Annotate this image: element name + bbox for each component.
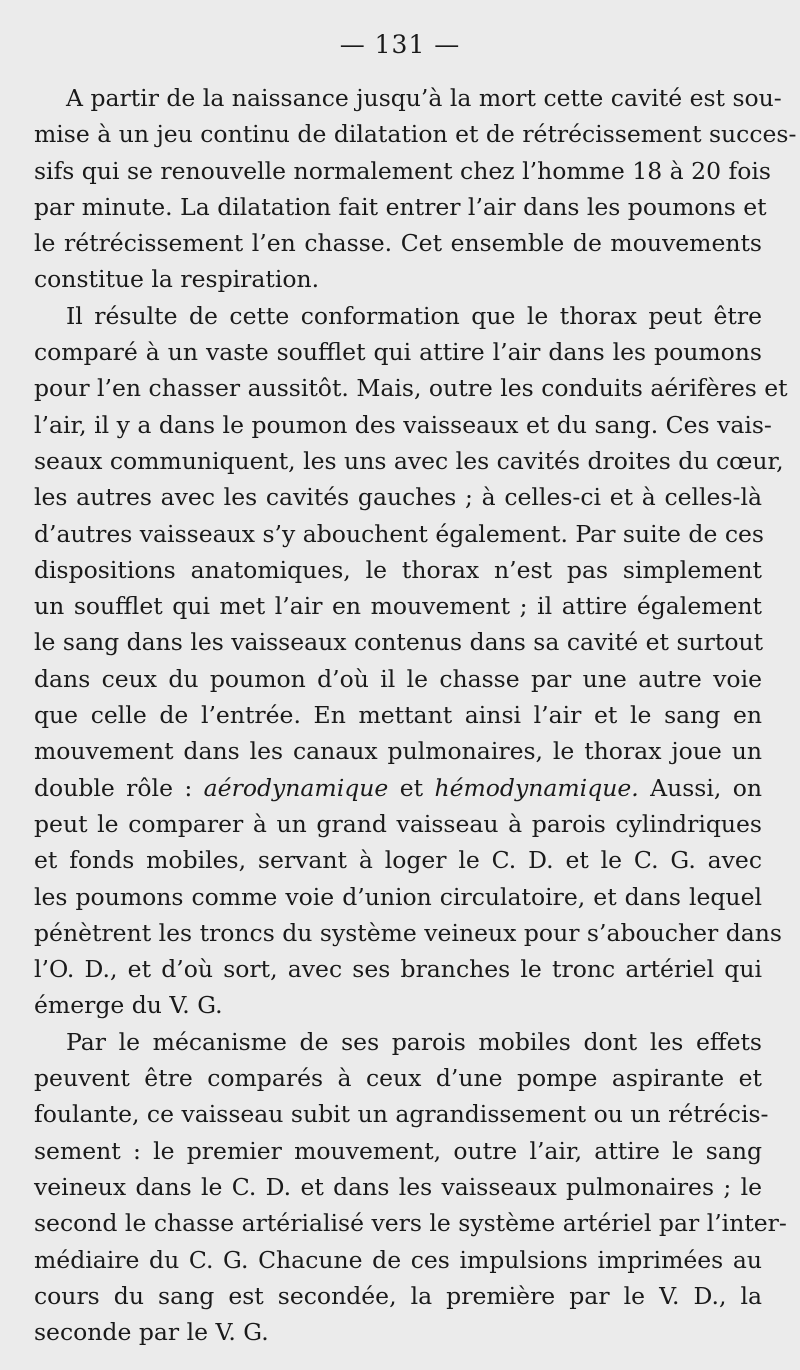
text-line (34, 189, 767, 225)
text-line (34, 1278, 762, 1314)
text-segment: et (388, 773, 435, 802)
text-line (34, 1096, 769, 1132)
text-segment: seaux communiquent, les uns avec les cavités droites du cœur, (34, 446, 784, 475)
text-line (34, 479, 762, 515)
text-segment: peuvent être comparés à ceux d’une pompe aspirante et (34, 1064, 762, 1093)
text-segment: émerge du V. G. (34, 991, 223, 1020)
text-segment: par minute. La dilatation fait entrer l’air dans les poumons et (34, 192, 767, 221)
text-line (34, 1205, 787, 1241)
text-segment: que celle de l’entrée. En mettant ainsi l’air et le sang en (34, 701, 762, 730)
text-segment: seconde par le V. G. (34, 1318, 269, 1347)
text-line (34, 915, 782, 951)
text-segment: le sang dans les vaisseaux contenus dans sa cavité et surtout (34, 628, 764, 657)
text-line (34, 1024, 762, 1060)
text-line (34, 770, 762, 806)
text-segment: peut le comparer à un grand vaisseau à parois cylindriques (34, 809, 762, 838)
text-segment: d’autres vaisseaux s’y abouchent également. Par suite de ces (34, 519, 764, 548)
text-segment: sifs qui se renouvelle normalement chez l’homme 18 à 20 fois (34, 156, 771, 185)
text-segment: dispositions anatomiques, le thorax n’est pas simplement (34, 555, 762, 584)
text-segment: pénètrent les troncs du système veineux pour s’aboucher dans (34, 918, 782, 947)
text-segment: les poumons comme voie d’union circulatoire, et dans lequel (34, 882, 762, 911)
text-segment: et fonds mobiles, servant à loger le C. D. et le C. G. avec (34, 846, 762, 875)
text-line (34, 733, 762, 769)
text-segment: dans ceux du poumon d’où il le chasse par une autre voie (34, 664, 762, 693)
text-line (34, 661, 762, 697)
text-line (34, 225, 762, 261)
text-segment: sement : le premier mouvement, outre l’air, attire le sang (34, 1136, 762, 1165)
text-segment: les autres avec les cavités gauches ; à celles-ci et à celles-là (34, 483, 762, 512)
text-segment: l’air, il y a dans le poumon des vaisseaux et du sang. Ces vais- (34, 410, 772, 439)
text-line (34, 298, 762, 334)
text-segment: second le chasse artérialisé vers le système artériel par l’inter- (34, 1209, 787, 1238)
text-line (34, 1169, 762, 1205)
text-line (34, 516, 762, 552)
text-segment: A partir de la naissance jusqu’à la mort cette cavité est sou- (66, 84, 782, 112)
italic-term: aérodynamique (203, 773, 389, 802)
paragraph (34, 298, 788, 1024)
text-line (34, 842, 762, 878)
text-segment: mouvement dans les canaux pulmonaires, le thorax joue un (34, 737, 762, 766)
text-line (34, 153, 771, 189)
text-line (34, 987, 762, 1023)
text-line (34, 1060, 762, 1096)
text-segment: foulante, ce vaisseau subit un agrandissement ou un rétrécis- (34, 1100, 769, 1129)
text-segment: cours du sang est secondée, la première par le V. D., la (34, 1281, 762, 1310)
text-segment: l’O. D., et d’où sort, avec ses branches le tronc artériel qui (34, 955, 762, 984)
text-segment: Aussi, on (638, 773, 763, 802)
text-segment: veineux dans le C. D. et dans les vaisseaux pulmonaires ; le (34, 1172, 762, 1201)
text-line (34, 80, 782, 116)
text-line (34, 624, 762, 660)
text-line (34, 370, 788, 406)
paragraph (34, 80, 797, 298)
text-line (34, 1314, 762, 1350)
text-line (34, 261, 762, 297)
text-segment: Par le mécanisme de ses parois mobiles dont les effets (66, 1027, 762, 1056)
text-segment: double rôle : (34, 773, 204, 802)
text-line (34, 806, 762, 842)
text-line (34, 1242, 762, 1278)
body-text (34, 80, 797, 1350)
text-segment: Il résulte de cette conformation que le thorax peut être (66, 301, 762, 330)
text-line (34, 951, 762, 987)
text-line (34, 552, 762, 588)
text-segment: le rétrécissement l’en chasse. Cet ensemble de mouvements (34, 229, 762, 258)
text-line (34, 879, 762, 915)
text-segment: un soufflet qui met l’air en mouvement ; il attire également (34, 592, 762, 621)
text-line (34, 1133, 762, 1169)
text-segment: constitue la respiration. (34, 265, 320, 294)
text-line (34, 697, 762, 733)
text-segment: mise à un jeu continu de dilatation et de rétrécissement succes- (34, 120, 797, 149)
italic-term: hémodynamique. (434, 773, 639, 802)
text-line (34, 116, 797, 152)
text-segment: pour l’en chasser aussitôt. Mais, outre les conduits aérifères et (34, 374, 788, 403)
text-line (34, 407, 772, 443)
text-line (34, 334, 762, 370)
page-number: — 131 — (339, 30, 461, 59)
text-segment: comparé à un vaste soufflet qui attire l’air dans les poumons (34, 338, 762, 367)
text-line (34, 588, 762, 624)
paragraph (34, 1024, 787, 1351)
text-line (34, 443, 784, 479)
text-segment: médiaire du C. G. Chacune de ces impulsions imprimées au (34, 1245, 762, 1274)
